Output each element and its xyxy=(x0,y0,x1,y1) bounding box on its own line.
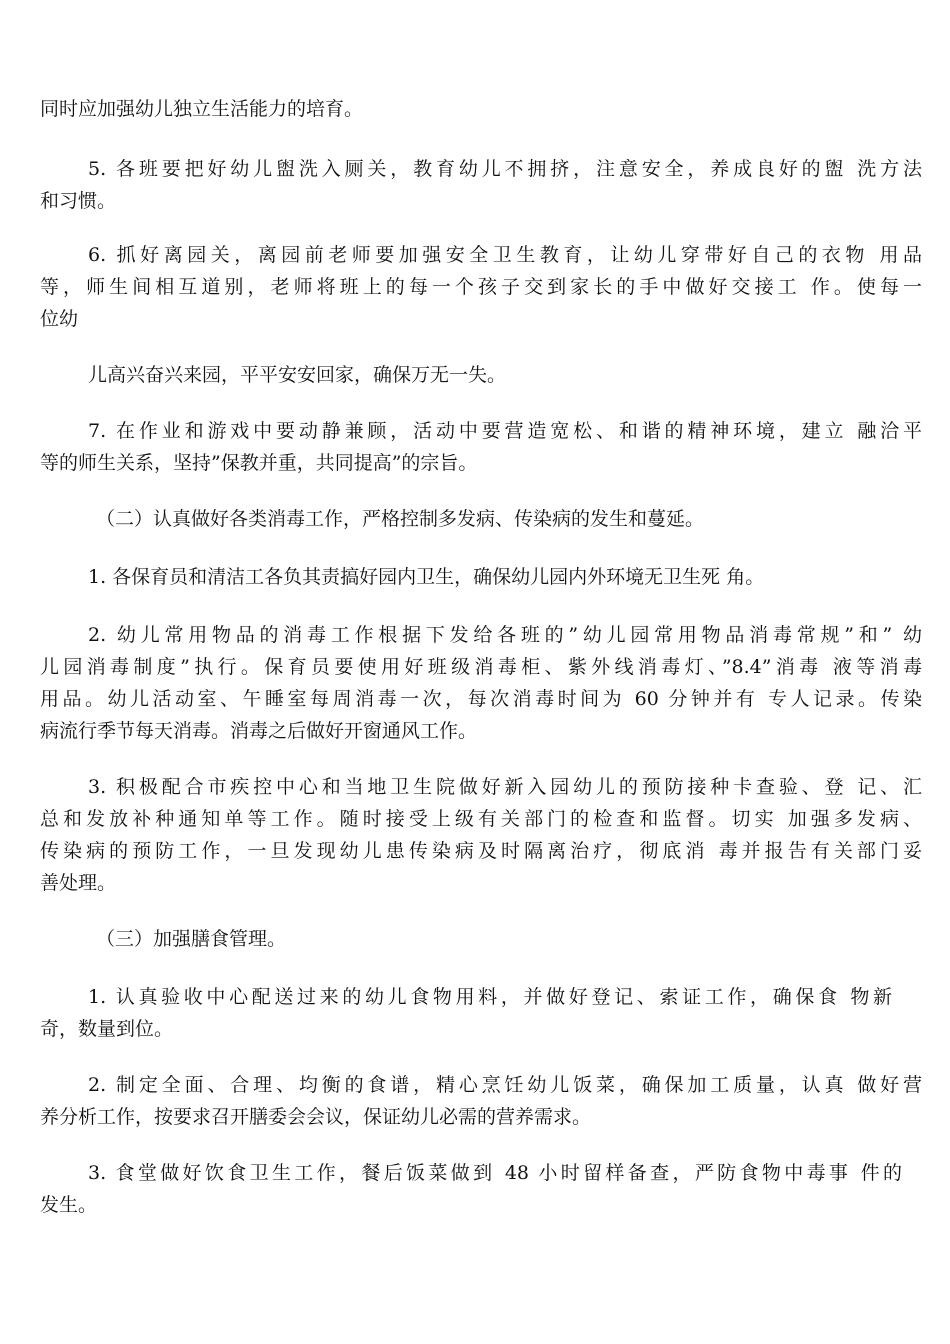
text-line: 总和发放补种通知单等工作。随时接受上级有关部门的检查和监督。切实 加强多发病、 xyxy=(40,808,922,830)
text-line: 病流行季节每天消毒。消毒之后做好开窗通风工作。 xyxy=(40,720,478,742)
text-line: 3. 食堂做好饮食卫生工作，餐后饭菜做到 48 小时留样备查，严防食物中毒事 件的 xyxy=(88,1162,902,1184)
text-line: 2. 制定全面、合理、均衡的食谱，精心烹饪幼儿饭菜，确保加工质量，认真 做好营 xyxy=(88,1074,922,1096)
text-line: 传染病的预防工作，一旦发现幼儿患传染病及时隔离治疗，彻底消 毒并报告有关部门妥 xyxy=(40,840,922,862)
text-line: 等，师生间相互道别，老师将班上的每一个孩子交到家长的手中做好交接工 作。使每一 xyxy=(40,276,922,298)
text-line: 2. 幼儿常用物品的消毒工作根据下发给各班的”幼儿园常用物品消毒常规”和” 幼 xyxy=(88,624,922,646)
text-line: 用品。幼儿活动室、午睡室每周消毒一次，每次消毒时间为 60 分钟并有 专人记录。传染 xyxy=(40,688,922,710)
section-heading: （二）认真做好各类消毒工作，严格控制多发病、传染病的发生和蔓延。 xyxy=(96,508,705,530)
text-line: 奇，数量到位。 xyxy=(40,1018,174,1040)
text-line: 位幼 xyxy=(40,308,79,330)
text-line: 6. 抓好离园关，离园前老师要加强安全卫生教育，让幼儿穿带好自己的衣物 用品 xyxy=(88,244,922,266)
text-line: 5. 各班要把好幼儿盥洗入厕关，教育幼儿不拥挤，注意安全，养成良好的盥 洗方法 xyxy=(88,158,922,180)
text-line: 发生。 xyxy=(40,1194,98,1216)
text-line: 3. 积极配合市疾控中心和当地卫生院做好新入园幼儿的预防接种卡查验、登 记、汇 xyxy=(88,776,922,798)
text-line: 养分析工作，按要求召开膳委会会议，保证幼儿必需的营养需求。 xyxy=(40,1106,592,1128)
text-line: 同时应加强幼儿独立生活能力的培育。 xyxy=(40,98,364,120)
text-line: 等的师生关系，坚持”保教并重，共同提高”的宗旨。 xyxy=(40,452,478,474)
text-line: 和习惯。 xyxy=(40,190,117,212)
text-line: 1. 认真验收中心配送过来的幼儿食物用料，并做好登记、索证工作，确保食 物新 xyxy=(88,986,892,1008)
text-line: 善处理。 xyxy=(40,872,117,894)
text-line: 1. 各保育员和清洁工各负其责搞好园内卫生，确保幼儿园内外环境无卫生死 角。 xyxy=(88,566,765,588)
text-line: 儿高兴奋兴来园，平平安安回家，确保万无一失。 xyxy=(88,364,507,386)
text-line: 儿园消毒制度”执行。保育员要使用好班级消毒柜、紫外线消毒灯、”8.4”消毒 液等消毒 xyxy=(40,656,922,678)
section-heading: （三）加强膳食管理。 xyxy=(96,928,287,950)
text-line: 7. 在作业和游戏中要动静兼顾，活动中要营造宽松、和谐的精神环境，建立 融洽平 xyxy=(88,420,922,442)
